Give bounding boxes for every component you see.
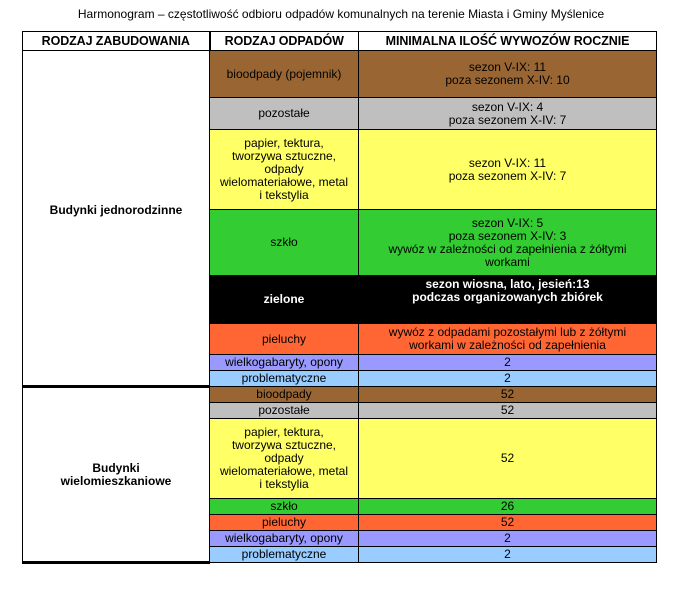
cell-text-line: 2: [504, 355, 511, 369]
cell-text-line: poza sezonem X-IV: 3: [448, 228, 567, 243]
waste-type-cell: [210, 419, 359, 499]
pickup-value-cell: [359, 515, 657, 531]
waste-type-cell: [210, 276, 359, 324]
cell-text-line: papier, tektura,: [244, 136, 324, 150]
cell-text-line: pieluchy: [261, 331, 307, 346]
cell-text-line: poza sezonem X-IV: 10: [445, 73, 570, 87]
table-row: [23, 387, 657, 403]
cell-text-line: wielkogabaryty, opony: [225, 355, 343, 369]
cell-text-line: tworzywa sztuczne,: [231, 438, 337, 452]
cell-text-line: poza sezonem X-IV: 7: [448, 112, 567, 127]
cell-text-line: szkło: [270, 235, 298, 249]
waste-type-cell: [210, 371, 359, 387]
pickup-value-cell: [359, 371, 657, 387]
waste-type-cell: [210, 355, 359, 371]
waste-type-cell: [210, 210, 359, 276]
cell-text-line: pozostałe: [258, 106, 310, 120]
pickup-value-cell: [359, 51, 657, 98]
building-type-label: Budynki: [92, 460, 140, 475]
pickup-value-cell: [359, 324, 657, 355]
cell-text-line: zielone: [263, 292, 305, 306]
document-title: Harmonogram – częstotliwość odbioru odpadów komunalnych na terenie Miasta i Gminy Myślenice: [77, 7, 605, 21]
pickup-value-cell: [359, 210, 657, 276]
cell-text-line: workami w zależności od zapełnienia: [409, 338, 606, 352]
cell-text-line: wywóz z odpadami pozostałymi lub z żółtymi: [388, 325, 627, 339]
header-min-pickups: MINIMALNA ILOŚĆ WYWOZÓW ROCZNIE: [359, 32, 657, 51]
cell-text-line: sezon V-IX: 4: [471, 99, 544, 114]
cell-text-line: odpady: [264, 162, 304, 176]
building-type-cell: [23, 51, 210, 387]
cell-text-line: sezon V-IX: 5: [471, 215, 544, 230]
waste-type-cell: [210, 547, 359, 563]
cell-text-line: tworzywa sztuczne,: [231, 149, 337, 163]
cell-text-line: i tekstylia: [259, 188, 309, 202]
pickup-value-cell: [359, 547, 657, 563]
waste-type-cell: [210, 531, 359, 547]
cell-text-line: pieluchy: [261, 515, 307, 529]
pickup-value-cell: [359, 98, 657, 130]
cell-text-line: podczas organizowanych zbiórek: [412, 290, 603, 304]
pickup-value-cell: [359, 355, 657, 371]
cell-text-line: pozostałe: [258, 403, 310, 417]
cell-text-line: problematyczne: [241, 547, 327, 561]
cell-text-line: 26: [500, 499, 515, 513]
waste-type-cell: [210, 51, 359, 98]
waste-type-cell: [210, 324, 359, 355]
waste-type-cell: [210, 387, 359, 403]
header-building-type: RODZAJ ZABUDOWANIA: [23, 32, 210, 51]
waste-type-cell: [210, 403, 359, 419]
table-row: [23, 51, 657, 98]
cell-text-line: sezon wiosna, lato, jesień:13: [425, 277, 590, 291]
cell-text-line: sezon V-IX: 11: [468, 60, 547, 74]
header-waste-type: RODZAJ ODPADÓW: [210, 32, 359, 51]
cell-text-line: problematyczne: [241, 371, 327, 385]
pickup-value-cell: [359, 403, 657, 419]
waste-type-cell: [210, 515, 359, 531]
cell-text-line: wywóz w zależności od zapełnienia z żółtymi: [388, 241, 627, 256]
pickup-value-cell: [359, 419, 657, 499]
building-type-cell: [23, 387, 210, 563]
pickup-value-cell: [359, 499, 657, 515]
cell-text-line: 52: [500, 403, 515, 417]
waste-type-cell: [210, 98, 359, 130]
schedule-table: [22, 31, 657, 564]
cell-text-line: 2: [504, 371, 511, 385]
cell-text-line: papier, tektura,: [244, 425, 324, 439]
pickup-value-cell: [359, 276, 657, 324]
cell-text-line: wielomateriałowe, metal: [219, 464, 349, 478]
cell-text-line: sezon V-IX: 11: [468, 155, 547, 170]
pickup-value-cell: [359, 531, 657, 547]
cell-text-line: bioodpady: [256, 387, 312, 401]
cell-text-line: wielomateriałowe, metal: [219, 175, 349, 189]
pickup-value-cell: [359, 387, 657, 403]
building-type-label: wielomieszkaniowe: [60, 473, 172, 488]
building-type-label: Budynki jednorodzinne: [49, 203, 183, 217]
cell-text-line: workami: [485, 254, 530, 269]
cell-text-line: wielkogabaryty, opony: [225, 531, 343, 545]
pickup-value-cell: [359, 130, 657, 210]
cell-text-line: szkło: [270, 499, 298, 513]
cell-text-line: i tekstylia: [259, 477, 309, 491]
waste-type-cell: [210, 130, 359, 210]
cell-text-line: 2: [504, 531, 511, 545]
cell-text-line: 52: [500, 451, 515, 465]
cell-text-line: odpady: [264, 451, 304, 465]
waste-type-cell: [210, 499, 359, 515]
cell-text-line: 2: [504, 547, 511, 561]
cell-text-line: 52: [500, 515, 515, 529]
cell-text-line: bioodpady (pojemnik): [226, 66, 342, 81]
cell-text-line: poza sezonem X-IV: 7: [448, 168, 567, 183]
cell-text-line: 52: [500, 387, 515, 401]
header-row: [23, 32, 657, 51]
